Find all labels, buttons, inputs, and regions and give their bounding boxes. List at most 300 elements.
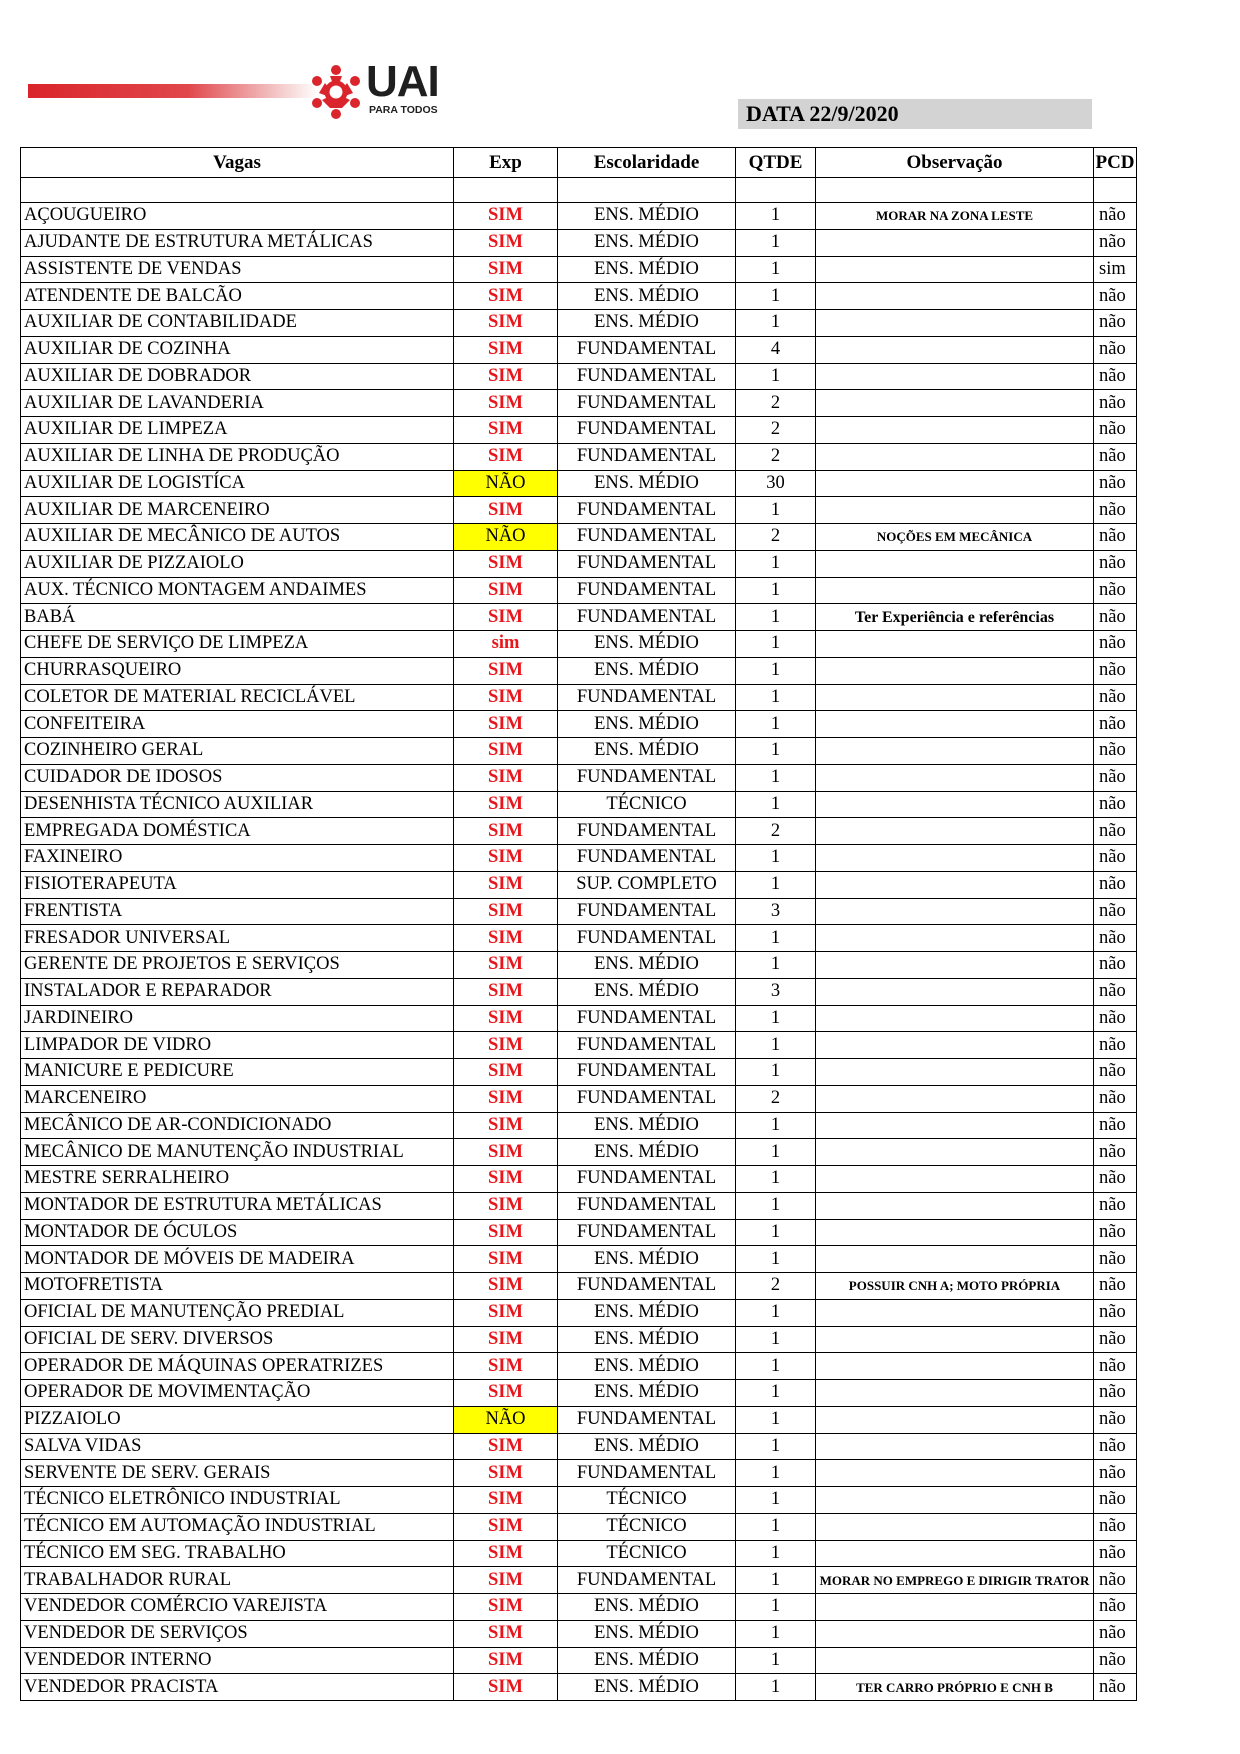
- blank-cell: [21, 178, 454, 203]
- cell-pcd: não: [1094, 1353, 1137, 1380]
- cell-qtde: 1: [736, 1139, 816, 1166]
- cell-pcd: não: [1094, 711, 1137, 738]
- cell-vaga: MECÂNICO DE MANUTENÇÃO INDUSTRIAL: [21, 1139, 454, 1166]
- table-row: [21, 229, 1137, 256]
- cell-qtde: 1: [736, 684, 816, 711]
- cell-qtde: 1: [736, 1647, 816, 1674]
- cell-exp: SIM: [454, 1005, 558, 1032]
- cell-pcd: não: [1094, 1299, 1137, 1326]
- cell-exp: SIM: [454, 845, 558, 872]
- cell-exp: SIM: [454, 1487, 558, 1514]
- cell-exp: SIM: [454, 203, 558, 230]
- column-header-observacao: Observação: [816, 148, 1094, 178]
- cell-vaga: FAXINEIRO: [21, 845, 454, 872]
- cell-observacao: [816, 898, 1094, 925]
- cell-observacao: NOÇÕES EM MECÂNICA: [816, 524, 1094, 551]
- cell-exp: SIM: [454, 1647, 558, 1674]
- cell-escolaridade: FUNDAMENTAL: [558, 898, 736, 925]
- cell-vaga: AUXILIAR DE LOGISTÍCA: [21, 470, 454, 497]
- cell-vaga: AÇOUGUEIRO: [21, 203, 454, 230]
- cell-pcd: não: [1094, 1540, 1137, 1567]
- cell-exp: NÃO: [454, 1406, 558, 1433]
- cell-observacao: TER CARRO PRÓPRIO E CNH B: [816, 1674, 1094, 1701]
- cell-pcd: não: [1094, 1513, 1137, 1540]
- cell-exp: SIM: [454, 229, 558, 256]
- cell-observacao: [816, 1647, 1094, 1674]
- cell-vaga: VENDEDOR COMÉRCIO VAREJISTA: [21, 1594, 454, 1621]
- cell-observacao: [816, 1085, 1094, 1112]
- cell-observacao: [816, 390, 1094, 417]
- cell-observacao: [816, 229, 1094, 256]
- cell-qtde: 1: [736, 1299, 816, 1326]
- cell-vaga: FRENTISTA: [21, 898, 454, 925]
- cell-vaga: MONTADOR DE MÓVEIS DE MADEIRA: [21, 1246, 454, 1273]
- table-row: [21, 310, 1137, 337]
- cell-pcd: não: [1094, 524, 1137, 551]
- cell-pcd: não: [1094, 1380, 1137, 1407]
- job-vacancies-table: [20, 147, 1137, 1701]
- cell-vaga: FRESADOR UNIVERSAL: [21, 925, 454, 952]
- cell-escolaridade: FUNDAMENTAL: [558, 1085, 736, 1112]
- table-row: [21, 1059, 1137, 1086]
- cell-qtde: 1: [736, 363, 816, 390]
- cell-vaga: AUX. TÉCNICO MONTAGEM ANDAIMES: [21, 577, 454, 604]
- table-row: [21, 524, 1137, 551]
- table-row: [21, 1460, 1137, 1487]
- table-row: [21, 1219, 1137, 1246]
- cell-vaga: PIZZAIOLO: [21, 1406, 454, 1433]
- cell-exp: SIM: [454, 764, 558, 791]
- cell-escolaridade: TÉCNICO: [558, 1540, 736, 1567]
- table-row: [21, 1406, 1137, 1433]
- table-row: [21, 791, 1137, 818]
- cell-exp: SIM: [454, 336, 558, 363]
- cell-vaga: OFICIAL DE SERV. DIVERSOS: [21, 1326, 454, 1353]
- table-row: [21, 764, 1137, 791]
- cell-vaga: INSTALADOR E REPARADOR: [21, 978, 454, 1005]
- logo-brand-text: UAI: [366, 57, 439, 106]
- cell-escolaridade: FUNDAMENTAL: [558, 1192, 736, 1219]
- table-row: [21, 1192, 1137, 1219]
- cell-qtde: 3: [736, 978, 816, 1005]
- cell-observacao: POSSUIR CNH A; MOTO PRÓPRIA: [816, 1273, 1094, 1300]
- cell-escolaridade: TÉCNICO: [558, 1513, 736, 1540]
- cell-pcd: não: [1094, 1273, 1137, 1300]
- table-row: [21, 1032, 1137, 1059]
- table-header-row: [21, 148, 1137, 178]
- cell-observacao: [816, 1246, 1094, 1273]
- cell-escolaridade: FUNDAMENTAL: [558, 336, 736, 363]
- table-row: [21, 417, 1137, 444]
- cell-qtde: 1: [736, 845, 816, 872]
- cell-exp: SIM: [454, 1299, 558, 1326]
- cell-exp: SIM: [454, 417, 558, 444]
- cell-observacao: [816, 363, 1094, 390]
- cell-qtde: 1: [736, 604, 816, 631]
- cell-escolaridade: FUNDAMENTAL: [558, 1032, 736, 1059]
- cell-qtde: 30: [736, 470, 816, 497]
- cell-pcd: não: [1094, 1166, 1137, 1193]
- table-row: [21, 470, 1137, 497]
- cell-pcd: não: [1094, 1112, 1137, 1139]
- cell-escolaridade: ENS. MÉDIO: [558, 978, 736, 1005]
- cell-qtde: 1: [736, 1460, 816, 1487]
- table-row: [21, 845, 1137, 872]
- cell-observacao: MORAR NO EMPREGO E DIRIGIR TRATOR: [816, 1567, 1094, 1594]
- cell-exp: SIM: [454, 711, 558, 738]
- cell-observacao: [816, 738, 1094, 765]
- cell-escolaridade: TÉCNICO: [558, 1487, 736, 1514]
- cell-qtde: 1: [736, 1540, 816, 1567]
- cell-escolaridade: ENS. MÉDIO: [558, 1620, 736, 1647]
- cell-pcd: não: [1094, 1567, 1137, 1594]
- cell-escolaridade: ENS. MÉDIO: [558, 631, 736, 658]
- blank-cell: [816, 178, 1094, 203]
- cell-qtde: 1: [736, 256, 816, 283]
- cell-qtde: 1: [736, 1567, 816, 1594]
- cell-pcd: não: [1094, 363, 1137, 390]
- cell-qtde: 1: [736, 1353, 816, 1380]
- cell-vaga: TRABALHADOR RURAL: [21, 1567, 454, 1594]
- cell-escolaridade: ENS. MÉDIO: [558, 1139, 736, 1166]
- cell-pcd: não: [1094, 738, 1137, 765]
- cell-escolaridade: FUNDAMENTAL: [558, 925, 736, 952]
- cell-observacao: [816, 1594, 1094, 1621]
- cell-escolaridade: FUNDAMENTAL: [558, 497, 736, 524]
- cell-qtde: 1: [736, 925, 816, 952]
- table-row: [21, 1246, 1137, 1273]
- table-row: [21, 1139, 1137, 1166]
- table-row: [21, 443, 1137, 470]
- cell-escolaridade: FUNDAMENTAL: [558, 443, 736, 470]
- table-row: [21, 1353, 1137, 1380]
- cell-exp: NÃO: [454, 470, 558, 497]
- cell-vaga: AUXILIAR DE PIZZAIOLO: [21, 550, 454, 577]
- cell-exp: SIM: [454, 1540, 558, 1567]
- cell-observacao: [816, 818, 1094, 845]
- cell-exp: SIM: [454, 1219, 558, 1246]
- cell-observacao: [816, 711, 1094, 738]
- cell-vaga: AJUDANTE DE ESTRUTURA METÁLICAS: [21, 229, 454, 256]
- cell-pcd: não: [1094, 443, 1137, 470]
- cell-observacao: [816, 1166, 1094, 1193]
- cell-exp: SIM: [454, 1112, 558, 1139]
- cell-observacao: [816, 497, 1094, 524]
- table-row: [21, 1112, 1137, 1139]
- cell-pcd: não: [1094, 1192, 1137, 1219]
- table-row: [21, 1567, 1137, 1594]
- cell-escolaridade: FUNDAMENTAL: [558, 845, 736, 872]
- cell-escolaridade: TÉCNICO: [558, 791, 736, 818]
- cell-pcd: não: [1094, 1647, 1137, 1674]
- cell-pcd: não: [1094, 764, 1137, 791]
- cell-pcd: não: [1094, 1460, 1137, 1487]
- uai-logo: [306, 58, 446, 128]
- cell-vaga: ASSISTENTE DE VENDAS: [21, 256, 454, 283]
- cell-vaga: COLETOR DE MATERIAL RECICLÁVEL: [21, 684, 454, 711]
- table-row: [21, 1647, 1137, 1674]
- cell-qtde: 1: [736, 1433, 816, 1460]
- cell-observacao: [816, 336, 1094, 363]
- column-header-qtde: QTDE: [736, 148, 816, 178]
- cell-exp: SIM: [454, 443, 558, 470]
- cell-pcd: não: [1094, 1433, 1137, 1460]
- cell-qtde: 1: [736, 738, 816, 765]
- cell-pcd: não: [1094, 1139, 1137, 1166]
- blank-cell: [454, 178, 558, 203]
- cell-pcd: não: [1094, 310, 1137, 337]
- cell-escolaridade: ENS. MÉDIO: [558, 1647, 736, 1674]
- cell-exp: SIM: [454, 283, 558, 310]
- cell-vaga: MANICURE E PEDICURE: [21, 1059, 454, 1086]
- cell-qtde: 1: [736, 229, 816, 256]
- cell-exp: SIM: [454, 818, 558, 845]
- table-row: [21, 1380, 1137, 1407]
- cell-exp: SIM: [454, 1380, 558, 1407]
- table-row: [21, 604, 1137, 631]
- cell-pcd: não: [1094, 657, 1137, 684]
- cell-pcd: não: [1094, 684, 1137, 711]
- cell-exp: SIM: [454, 952, 558, 979]
- blank-cell: [736, 178, 816, 203]
- cell-observacao: [816, 871, 1094, 898]
- table-row: [21, 550, 1137, 577]
- cell-qtde: 4: [736, 336, 816, 363]
- cell-pcd: não: [1094, 604, 1137, 631]
- cell-observacao: [816, 283, 1094, 310]
- table-row: [21, 1513, 1137, 1540]
- cell-vaga: MESTRE SERRALHEIRO: [21, 1166, 454, 1193]
- cell-pcd: não: [1094, 898, 1137, 925]
- cell-qtde: 2: [736, 390, 816, 417]
- cell-vaga: CONFEITEIRA: [21, 711, 454, 738]
- cell-exp: SIM: [454, 1139, 558, 1166]
- cell-pcd: não: [1094, 1085, 1137, 1112]
- cell-pcd: não: [1094, 1594, 1137, 1621]
- cell-vaga: MECÂNICO DE AR-CONDICIONADO: [21, 1112, 454, 1139]
- cell-exp: SIM: [454, 1326, 558, 1353]
- table-row: [21, 577, 1137, 604]
- cell-pcd: não: [1094, 1620, 1137, 1647]
- column-header-vagas: Vagas: [21, 148, 454, 178]
- cell-vaga: ATENDENTE DE BALCÃO: [21, 283, 454, 310]
- table-row: [21, 1487, 1137, 1514]
- cell-pcd: não: [1094, 791, 1137, 818]
- cell-vaga: BABÁ: [21, 604, 454, 631]
- cell-vaga: SALVA VIDAS: [21, 1433, 454, 1460]
- cell-exp: SIM: [454, 1513, 558, 1540]
- cell-exp: SIM: [454, 738, 558, 765]
- cell-observacao: [816, 1380, 1094, 1407]
- cell-exp: SIM: [454, 871, 558, 898]
- cell-escolaridade: ENS. MÉDIO: [558, 1353, 736, 1380]
- cell-qtde: 1: [736, 631, 816, 658]
- cell-pcd: não: [1094, 978, 1137, 1005]
- cell-exp: SIM: [454, 1674, 558, 1701]
- column-header-exp: Exp: [454, 148, 558, 178]
- cell-qtde: 1: [736, 1005, 816, 1032]
- cell-escolaridade: FUNDAMENTAL: [558, 764, 736, 791]
- cell-escolaridade: ENS. MÉDIO: [558, 1299, 736, 1326]
- cell-vaga: TÉCNICO EM SEG. TRABALHO: [21, 1540, 454, 1567]
- cell-vaga: OPERADOR DE MOVIMENTAÇÃO: [21, 1380, 454, 1407]
- cell-escolaridade: FUNDAMENTAL: [558, 1273, 736, 1300]
- cell-qtde: 1: [736, 1192, 816, 1219]
- cell-qtde: 2: [736, 417, 816, 444]
- cell-qtde: 1: [736, 550, 816, 577]
- cell-escolaridade: FUNDAMENTAL: [558, 1219, 736, 1246]
- cell-observacao: [816, 657, 1094, 684]
- cell-vaga: AUXILIAR DE LINHA DE PRODUÇÃO: [21, 443, 454, 470]
- cell-vaga: AUXILIAR DE MECÂNICO DE AUTOS: [21, 524, 454, 551]
- cell-observacao: [816, 631, 1094, 658]
- table-row: [21, 203, 1137, 230]
- blank-cell: [1094, 178, 1137, 203]
- cell-pcd: não: [1094, 1674, 1137, 1701]
- cell-escolaridade: FUNDAMENTAL: [558, 818, 736, 845]
- cell-escolaridade: FUNDAMENTAL: [558, 550, 736, 577]
- cell-vaga: VENDEDOR PRACISTA: [21, 1674, 454, 1701]
- cell-qtde: 1: [736, 952, 816, 979]
- table-row: [21, 497, 1137, 524]
- table-row: [21, 684, 1137, 711]
- cell-exp: SIM: [454, 256, 558, 283]
- cell-observacao: [816, 1059, 1094, 1086]
- cell-observacao: [816, 925, 1094, 952]
- cell-pcd: não: [1094, 229, 1137, 256]
- cell-escolaridade: SUP. COMPLETO: [558, 871, 736, 898]
- cell-escolaridade: FUNDAMENTAL: [558, 1406, 736, 1433]
- cell-observacao: [816, 577, 1094, 604]
- cell-escolaridade: ENS. MÉDIO: [558, 1246, 736, 1273]
- cell-escolaridade: ENS. MÉDIO: [558, 256, 736, 283]
- cell-exp: NÃO: [454, 524, 558, 551]
- table-row: [21, 1674, 1137, 1701]
- cell-exp: SIM: [454, 1166, 558, 1193]
- cell-vaga: OPERADOR DE MÁQUINAS OPERATRIZES: [21, 1353, 454, 1380]
- cell-observacao: [816, 791, 1094, 818]
- table-row: [21, 657, 1137, 684]
- cell-vaga: TÉCNICO EM AUTOMAÇÃO INDUSTRIAL: [21, 1513, 454, 1540]
- cell-escolaridade: FUNDAMENTAL: [558, 390, 736, 417]
- cell-escolaridade: FUNDAMENTAL: [558, 1166, 736, 1193]
- cell-escolaridade: ENS. MÉDIO: [558, 203, 736, 230]
- table-row: [21, 978, 1137, 1005]
- cell-escolaridade: FUNDAMENTAL: [558, 1460, 736, 1487]
- cell-vaga: COZINHEIRO GERAL: [21, 738, 454, 765]
- cell-vaga: CHURRASQUEIRO: [21, 657, 454, 684]
- cell-pcd: não: [1094, 1032, 1137, 1059]
- cell-qtde: 1: [736, 1059, 816, 1086]
- cell-qtde: 1: [736, 283, 816, 310]
- cell-escolaridade: FUNDAMENTAL: [558, 363, 736, 390]
- cell-escolaridade: ENS. MÉDIO: [558, 1380, 736, 1407]
- column-header-escolaridade: Escolaridade: [558, 148, 736, 178]
- cell-exp: SIM: [454, 1192, 558, 1219]
- cell-pcd: não: [1094, 203, 1137, 230]
- cell-vaga: JARDINEIRO: [21, 1005, 454, 1032]
- cell-vaga: LIMPADOR DE VIDRO: [21, 1032, 454, 1059]
- cell-qtde: 2: [736, 1085, 816, 1112]
- cell-vaga: GERENTE DE PROJETOS E SERVIÇOS: [21, 952, 454, 979]
- cell-exp: SIM: [454, 1032, 558, 1059]
- cell-observacao: [816, 256, 1094, 283]
- cell-qtde: 1: [736, 1112, 816, 1139]
- cell-qtde: 1: [736, 871, 816, 898]
- cell-vaga: SERVENTE DE SERV. GERAIS: [21, 1460, 454, 1487]
- cell-escolaridade: ENS. MÉDIO: [558, 470, 736, 497]
- cell-observacao: [816, 1353, 1094, 1380]
- cell-pcd: não: [1094, 470, 1137, 497]
- cell-observacao: [816, 443, 1094, 470]
- cell-exp: SIM: [454, 604, 558, 631]
- cell-observacao: Ter Experiência e referências: [816, 604, 1094, 631]
- table-row: [21, 1326, 1137, 1353]
- cell-vaga: VENDEDOR INTERNO: [21, 1647, 454, 1674]
- cell-escolaridade: ENS. MÉDIO: [558, 229, 736, 256]
- cell-escolaridade: ENS. MÉDIO: [558, 1433, 736, 1460]
- cell-qtde: 1: [736, 657, 816, 684]
- cell-vaga: FISIOTERAPEUTA: [21, 871, 454, 898]
- table-row: [21, 1540, 1137, 1567]
- cell-observacao: [816, 1299, 1094, 1326]
- cell-vaga: MONTADOR DE ESTRUTURA METÁLICAS: [21, 1192, 454, 1219]
- cell-pcd: não: [1094, 1005, 1137, 1032]
- cell-vaga: DESENHISTA TÉCNICO AUXILIAR: [21, 791, 454, 818]
- cell-observacao: [816, 1139, 1094, 1166]
- cell-observacao: [816, 845, 1094, 872]
- cell-observacao: [816, 978, 1094, 1005]
- date-label: DATA 22/9/2020: [738, 99, 1092, 129]
- cell-vaga: MARCENEIRO: [21, 1085, 454, 1112]
- cell-qtde: 1: [736, 1219, 816, 1246]
- cell-pcd: não: [1094, 550, 1137, 577]
- cell-qtde: 2: [736, 818, 816, 845]
- cell-vaga: TÉCNICO ELETRÔNICO INDUSTRIAL: [21, 1487, 454, 1514]
- cell-exp: SIM: [454, 1433, 558, 1460]
- cell-pcd: não: [1094, 283, 1137, 310]
- cell-observacao: [816, 470, 1094, 497]
- table-row: [21, 1620, 1137, 1647]
- cell-vaga: AUXILIAR DE COZINHA: [21, 336, 454, 363]
- cell-pcd: não: [1094, 631, 1137, 658]
- cell-exp: SIM: [454, 657, 558, 684]
- cell-observacao: [816, 1219, 1094, 1246]
- table-row: [21, 283, 1137, 310]
- cell-observacao: [816, 1540, 1094, 1567]
- cell-observacao: [816, 1513, 1094, 1540]
- cell-exp: SIM: [454, 1594, 558, 1621]
- cell-qtde: 1: [736, 1513, 816, 1540]
- cell-qtde: 1: [736, 1246, 816, 1273]
- table-row: [21, 1166, 1137, 1193]
- table-row: [21, 952, 1137, 979]
- cell-exp: SIM: [454, 550, 558, 577]
- cell-escolaridade: FUNDAMENTAL: [558, 1567, 736, 1594]
- cell-qtde: 1: [736, 791, 816, 818]
- cell-exp: SIM: [454, 363, 558, 390]
- cell-vaga: EMPREGADA DOMÉSTICA: [21, 818, 454, 845]
- cell-qtde: 1: [736, 310, 816, 337]
- table-row: [21, 1273, 1137, 1300]
- cell-pcd: não: [1094, 845, 1137, 872]
- cell-pcd: não: [1094, 925, 1137, 952]
- cell-exp: SIM: [454, 898, 558, 925]
- cell-observacao: [816, 1433, 1094, 1460]
- cell-observacao: [816, 1326, 1094, 1353]
- table-row: [21, 818, 1137, 845]
- cell-exp: SIM: [454, 1246, 558, 1273]
